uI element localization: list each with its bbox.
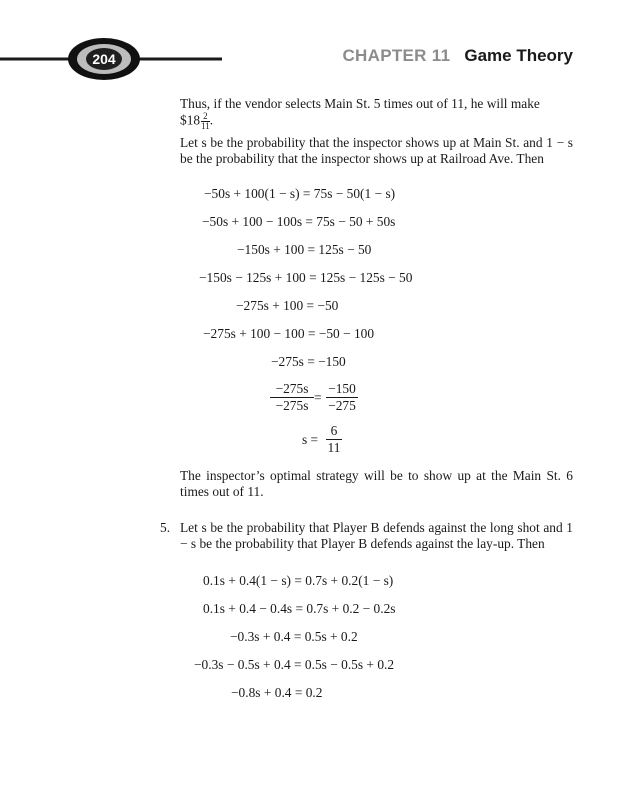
amount-fraction: $\frac{2}{11}$: [201, 111, 210, 131]
fraction-equals: =: [314, 390, 322, 405]
equation-line: −0.8s + 0.4 = 0.2: [231, 685, 323, 700]
equation-line: −50s + 100 − 100s = 75s − 50 + 50s: [202, 214, 396, 229]
equation-line: −150s − 125s + 100 = 125s − 125s − 50: [199, 270, 413, 285]
item-number: 5.: [160, 520, 171, 535]
chapter-label: CHAPTER 11: [342, 46, 451, 65]
fraction-left: $\frac{-275s}{-275s}$: [270, 381, 314, 414]
equation-line: −50s + 100(1 − s) = 75s − 50(1 − s): [204, 186, 396, 201]
solution-fraction: $\frac{6}{11}$: [327, 423, 341, 455]
paragraph-vendor-line2: [180, 112, 573, 131]
amount-suffix: .: [209, 112, 214, 128]
running-header: [342, 46, 573, 66]
equation-line: −150s + 100 = 125s − 50: [237, 242, 372, 257]
equation-line: 0.1s + 0.4 − 0.4s = 0.7s + 0.2 − 0.2s: [203, 601, 396, 616]
equation-line: 0.1s + 0.4(1 − s) = 0.7s + 0.2(1 − s): [203, 573, 394, 588]
paragraph-vendor-line1: Thus, if the vendor selects Main St. 5 times out of 11, he will make: [180, 96, 540, 111]
fraction-right: $\frac{-150}{-275}$: [326, 381, 358, 414]
equation-line: −275s + 100 = −50: [236, 298, 339, 313]
paragraph-conclusion: The inspector’s optimal strategy will be to show up at the Main St. 6 times out of 11.: [180, 468, 573, 499]
equation-line: −0.3s − 0.5s + 0.4 = 0.5s − 0.5s + 0.2: [194, 657, 395, 672]
equation-line: −275s = −150: [271, 354, 346, 369]
paragraph-item5: Let s be the probability that Player B defends against the long shot and 1 − s be the probability that Player B defends against the lay-up. Then: [180, 520, 573, 551]
solution-lhs: s =: [302, 432, 319, 447]
chapter-title: Game Theory: [464, 46, 573, 65]
equation-line: −275s + 100 − 100 = −50 − 100: [203, 326, 375, 341]
paragraph-inspector: Let s be the probability that the inspector shows up at Main St. and 1 − s be the probability that the inspector shows up at Railroad Ave. Then: [180, 135, 573, 166]
amount-prefix: $18: [180, 112, 201, 128]
equation-line: −0.3s + 0.4 = 0.5s + 0.2: [230, 629, 358, 644]
page-number: 204: [92, 51, 116, 67]
paragraph-vendor: [180, 96, 573, 131]
